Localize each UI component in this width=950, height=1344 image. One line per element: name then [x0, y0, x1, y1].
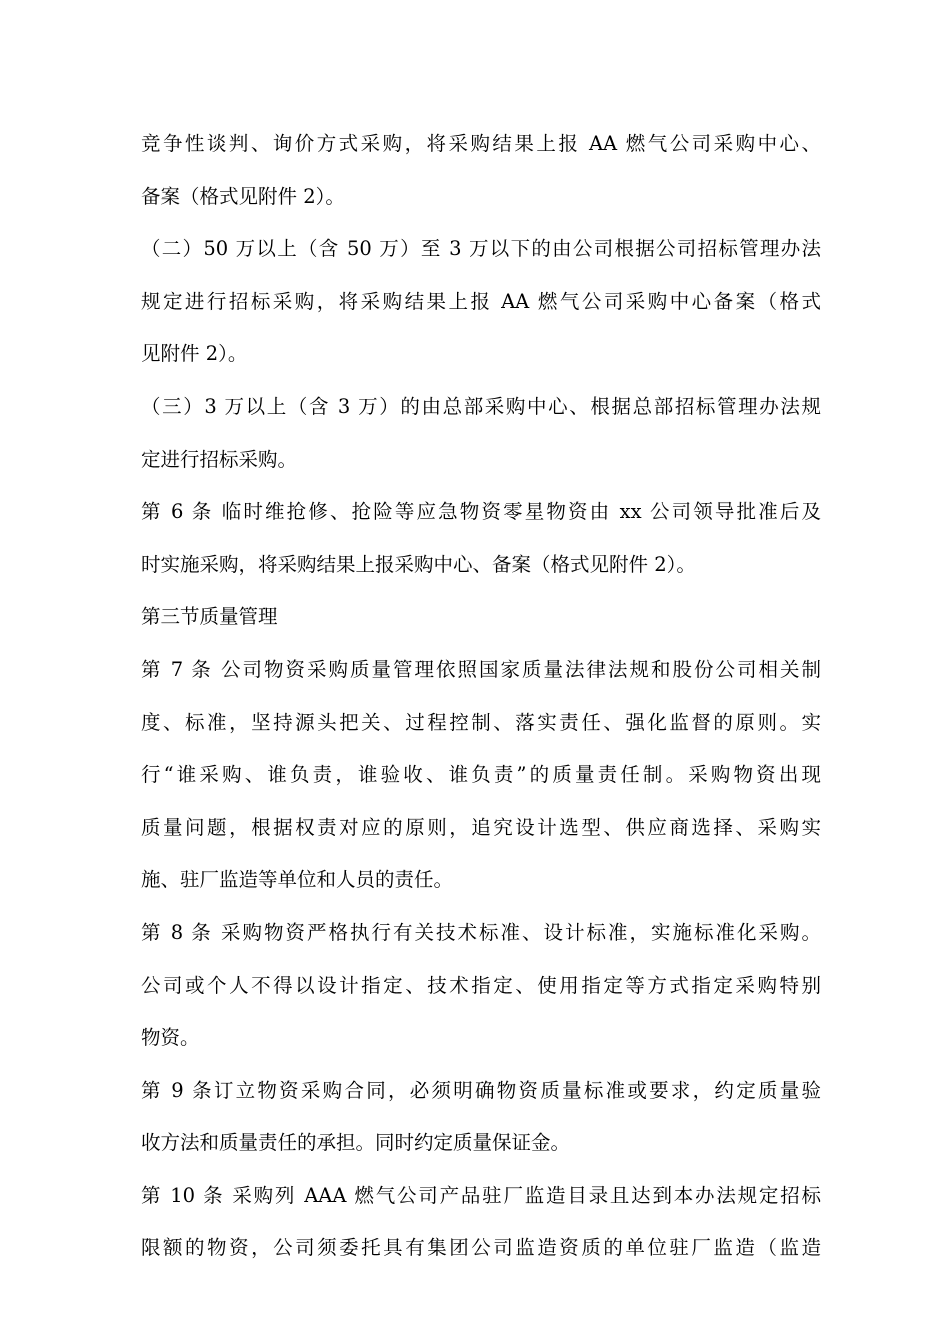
text-line: 第三节质量管理 — [141, 605, 278, 629]
text-line: 度、标准，坚持源头把关、过程控制、落实责任、强化监督的原则。实 — [141, 710, 821, 734]
text-line: 第 9 条订立物资采购合同，必须明确物资质量标准或要求，约定质量验 — [141, 1078, 821, 1102]
text-line: 物资。 — [141, 1026, 200, 1050]
text-line: 规定进行招标采购，将采购结果上报 AA 燃气公司采购中心备案（格式 — [141, 289, 821, 313]
text-line: 见附件 2）。 — [141, 342, 248, 366]
text-line: 收方法和质量责任的承担。同时约定质量保证金。 — [141, 1131, 571, 1155]
text-line: 施、驻厂监造等单位和人员的责任。 — [141, 868, 454, 892]
text-line: （二）50 万以上（含 50 万）至 3 万以下的由公司根据公司招标管理办法 — [141, 237, 821, 261]
text-line: 时实施采购，将采购结果上报采购中心、备案（格式见附件 2）。 — [141, 552, 696, 576]
text-line: 竞争性谈判、询价方式采购，将采购结果上报 AA 燃气公司采购中心、 — [141, 132, 821, 155]
text-line: 第 10 条 采购列 AAA 燃气公司产品驻厂监造目录且达到本办法规定招标 — [141, 1183, 821, 1207]
text-line: 质量问题，根据权责对应的原则，追究设计选型、供应商选择、采购实 — [141, 815, 821, 839]
text-line: 第 8 条 采购物资严格执行有关技术标准、设计标准，实施标准化采购。 — [141, 920, 821, 944]
document-body — [141, 118, 821, 1275]
text-line: （三）3 万以上（含 3 万）的由总部采购中心、根据总部招标管理办法规 — [141, 394, 821, 418]
text-line: 第 7 条 公司物资采购质量管理依照国家质量法律法规和股份公司相关制 — [141, 657, 821, 681]
text-line: 定进行招标采购。 — [141, 447, 298, 471]
text-line: 备案（格式见附件 2）。 — [141, 184, 345, 208]
text-line: 公司或个人不得以设计指定、技术指定、使用指定等方式指定采购特别 — [141, 973, 821, 997]
text-line: 限额的物资，公司须委托具有集团公司监造资质的单位驻厂监造（监造 — [141, 1236, 821, 1260]
text-line: 第 6 条 临时维抢修、抢险等应急物资零星物资由 xx 公司领导批准后及 — [141, 500, 821, 524]
text-line: 行“谁采购、谁负责，谁验收、谁负责”的质量责任制。采购物资出现 — [141, 763, 821, 787]
